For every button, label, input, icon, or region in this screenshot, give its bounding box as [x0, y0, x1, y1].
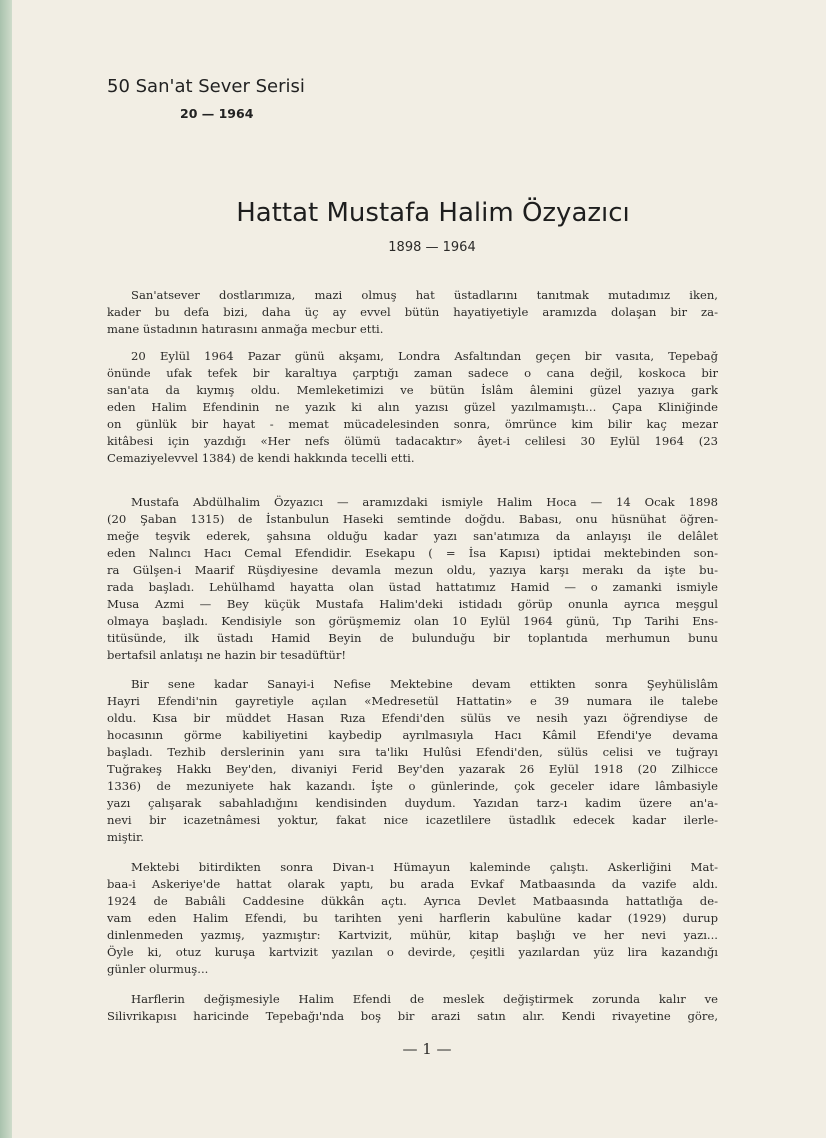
text-line: Harflerin değişmesiyle Halim Efendi de meslek değiştirmek zorunda kalır ve: [131, 992, 718, 1006]
series-title: 50 San'at Sever Serisi: [107, 76, 305, 97]
text-line: bertafsil anlatışı ne hazin bir tesadüftür!: [107, 648, 347, 662]
text-line: Mustafa Abdülhalim Özyazıcı — aramızdaki ismiyle Halim Hoca — 14 Ocak 1898: [131, 495, 718, 509]
text-line: 20 Eylül 1964 Pazar günü akşamı, Londra Asfaltından geçen bir vasıta, Tepebağ: [131, 349, 718, 363]
text-line: Musa Azmi — Bey küçük Mustafa Halim'deki istidadı görüp onunla ayrıca meşgul: [107, 597, 718, 611]
text-line: Cemaziyelevvel 1384) de kendi hakkında tecelli etti.: [107, 451, 415, 465]
text-line: (20 Şaban 1315) de İstanbulun Haseki semtinde doğdu. Babası, onu hüsnühat öğren-: [107, 512, 718, 526]
text-line: meğe teşvik ederek, şahsına olduğu kadar yazı san'atımıza da anlayışı ile delâlet: [107, 529, 718, 543]
text-line: olmaya başladı. Kendisiyle son görüşmemiz olan 10 Eylül 1964 günü, Tıp Tarihi Ens-: [107, 614, 718, 628]
text-line: on günlük bir hayat - memat mücadelesinden sonra, ömrünce kim bilir kaç mezar: [107, 417, 718, 431]
paragraph: [107, 676, 718, 846]
text-line: Hayri Efendi'nin gayretiyle açılan «Medresetül Hattatin» e 39 numara ile talebe: [107, 694, 718, 708]
text-line: 1924 de Babıâli Caddesine dükkân açtı. Ayrıca Devlet Matbaasında hattatlığa de-: [107, 894, 718, 908]
paragraph: [107, 991, 718, 1025]
page-number: — 1 —: [402, 1040, 452, 1058]
text-line: günler olurmuş...: [107, 962, 209, 976]
text-line: oldu. Kısa bir müddet Hasan Rıza Efendi'den sülüs ve nesih yazı öğrendiyse de: [107, 711, 718, 725]
text-line: eden Nalıncı Hacı Cemal Efendidir. Esekapu ( = İsa Kapısı) iptidai mektebinden son-: [107, 546, 718, 560]
text-line: vam eden Halim Efendi, bu tarihten yeni harflerin kabulüne kadar (1929) durup: [107, 911, 718, 925]
paragraph: [107, 287, 718, 338]
text-line: hocasının görme kabiliyetini kaybedip ayrılmasıyla Hacı Kâmil Efendi'ye devama: [107, 728, 718, 742]
text-line: san'ata da kıymış oldu. Memleketimizi ve bütün İslâm âlemini güzel yazıya gark: [107, 383, 718, 397]
text-line: önünde ufak tefek bir karaltıya çarptığı zaman sadece o cana değil, koskoca bir: [107, 366, 718, 380]
text-line: Öyle ki, otuz kuruşa kartvizit yazılan o devirde, çeşitli yazılardan yüz lira kazandığı: [107, 945, 718, 959]
text-line: kader bu defa bizi, daha üç ay evvel bütün hayatiyetiyle aramızda dolaşan bir za-: [107, 305, 718, 319]
text-line: Silivrikapısı haricinde Tepebağı'nda boş bir arazi satın alır. Kendi rivayetine göre,: [107, 1009, 718, 1023]
text-line: San'atsever dostlarımıza, mazi olmuş hat üstadlarını tanıtmak mutadımız iken,: [131, 288, 718, 302]
life-dates: 1898 — 1964: [388, 240, 476, 255]
text-line: Mektebi bitirdikten sonra Divan-ı Hümayun kaleminde çalıştı. Askerliğini Mat-: [131, 860, 718, 874]
paragraph: [107, 348, 718, 467]
text-line: miştir.: [107, 830, 144, 844]
page-edge: [0, 0, 12, 1138]
text-line: eden Halim Efendinin ne yazık ki alın yazısı güzel yazılmamıştı... Çapa Kliniğinde: [107, 400, 718, 414]
text-line: mane üstadının hatırasını anmağa mecbur etti.: [107, 322, 384, 336]
text-line: titüsünde, ilk üstadı Hamid Beyin de bulunduğu bir toplantıda merhumun bunu: [107, 631, 718, 645]
paragraph: [107, 494, 718, 664]
text-line: dinlenmeden yazmış, yazmıştır: Kartvizit, mühür, kitap başlığı ve her nevi yazı...: [107, 928, 718, 942]
paragraph: [107, 859, 718, 978]
text-line: kitâbesi için yazdığı «Her nefs ölümü tadacaktır» âyet-i celilesi 30 Eylül 1964 (23: [107, 434, 718, 448]
text-line: nevi bir icazetnâmesi yoktur, fakat nice icazetlilere üstadlık edecek kadar ilerle-: [107, 813, 718, 827]
text-line: Bir sene kadar Sanayi-i Nefise Mektebine devam ettikten sonra Şeyhülislâm: [131, 677, 718, 691]
text-line: rada başladı. Lehülhamd hayatta olan üstad hattatımız Hamid — o zamanki ismiyle: [107, 580, 718, 594]
text-line: Tuğrakeş Hakkı Bey'den, divaniyi Ferid Bey'den yazarak 26 Eylül 1918 (20 Zilhicce: [107, 762, 718, 776]
series-number: 20 — 1964: [180, 106, 254, 121]
text-line: ra Gülşen-i Maarif Rüşdiyesine devamla mezun oldu, yazıya karşı merakı da işte bu-: [107, 563, 718, 577]
text-line: başladı. Tezhib derslerinin yanı sıra ta'likı Hulûsi Efendi'den, sülüs celisi ve tuğrayı: [107, 745, 718, 759]
page-title: Hattat Mustafa Halim Özyazıcı: [236, 198, 630, 228]
text-line: yazı çalışarak sabahladığını kendisinden duydum. Yazıdan tarz-ı kadim üzere an'a-: [107, 796, 718, 810]
text-line: baa-i Askeriye'de hattat olarak yaptı, bu arada Evkaf Matbaasında da vazife aldı.: [107, 877, 718, 891]
text-line: 1336) de mezuniyete hak kazandı. İşte o günlerinde, çok geceler idare lâmbasiyle: [107, 779, 718, 793]
